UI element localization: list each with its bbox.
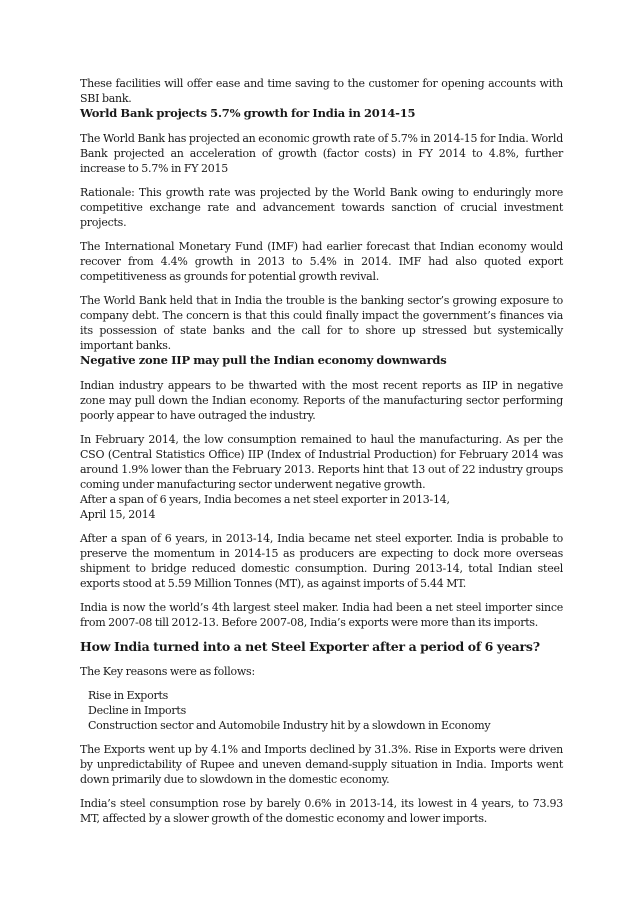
heading-world-bank: World Bank projects 5.7% growth for India in 2014-15 xyxy=(80,106,416,120)
reasons-list xyxy=(80,688,563,733)
paragraph-consumption: India’s steel consumption rose by barely 0.6% in 2013-14, its lowest in 4 years, to 73.93 MT, affected by a slower growth of the domestic economy and lower imports. xyxy=(80,797,563,825)
list-item: Decline in Imports xyxy=(88,704,186,717)
paragraph-exports: The Exports went up by 4.1% and Imports declined by 31.3%. Rise in Exports were driven by unpredictability of Rupee and uneven demand-supply situation in India. Imports went down primarily due to slowdown in the domestic economy. xyxy=(80,743,563,786)
date-line: April 15, 2014 xyxy=(80,508,156,521)
heading-iip: Negative zone IIP may pull the Indian economy downwards xyxy=(80,353,447,367)
paragraph-world-bank: The World Bank has projected an economic growth rate of 5.7% in 2014-15 for India. World Bank projected an acceleration of growth (factor costs) in FY 2014 to 4.8%, further increase to 5.7% in FY 2015 xyxy=(80,132,563,175)
paragraph-banking: The World Bank held that in India the trouble is the banking sector’s growing exposure to company debt. The concern is that this could finally impact the government’s finances via its possession of state banks and the call for to shore up stressed but systemically important banks. xyxy=(80,294,563,352)
paragraph-rationale: Rationale: This growth rate was projected by the World Bank owing to enduringly more competitive exchange rate and advancement towards sanction of crucial investment projects. xyxy=(80,186,563,229)
paragraph-steel-1: After a span of 6 years, in 2013-14, India became net steel exporter. India is probable to preserve the momentum in 2014-15 as producers are expecting to dock more overseas shipment to bridge reduced domestic consumption. During 2013-14, total Indian steel exports stood at 5.59 Million Tonnes (MT), as against imports of 5.44 MT. xyxy=(80,532,563,590)
document-body xyxy=(80,76,563,826)
heading-how-india: How India turned into a net Steel Exporter after a period of 6 years? xyxy=(80,639,540,654)
paragraph-iip-2: In February 2014, the low consumption remained to haul the manufacturing. As per the CSO (Central Statistics Office) IIP (Index of Industrial Production) for February 2014 was around 1.9% lower than the February 2013. Reports hint that 13 out of 22 industry groups coming under manufacturing sector underwent negative growth. xyxy=(80,433,563,491)
paragraph-steel-2: India is now the world’s 4th largest steel maker. India had been a net steel importer since from 2007-08 till 2012-13. Before 2007-08, India’s exports were more than its imports. xyxy=(80,601,563,629)
paragraph-iip-1: Indian industry appears to be thwarted with the most recent reports as IIP in negative zone may pull down the Indian economy. Reports of the manufacturing sector performing poorly appear to have outraged the industry. xyxy=(80,379,563,422)
paragraph-imf: The International Monetary Fund (IMF) had earlier forecast that Indian economy would recover from 4.4% growth in 2013 to 5.4% in 2014. IMF had also quoted export competitiveness as grounds for potential growth revival. xyxy=(80,240,563,283)
steel-title-line: After a span of 6 years, India becomes a net steel exporter in 2013-14, xyxy=(80,493,450,506)
intro-paragraph: These facilities will offer ease and time saving to the customer for opening accounts with SBI bank. xyxy=(80,77,563,105)
list-item: Construction sector and Automobile Industry hit by a slowdown in Economy xyxy=(88,719,491,732)
list-item: Rise in Exports xyxy=(88,689,169,702)
paragraph-key-reasons: The Key reasons were as follows: xyxy=(80,665,255,678)
